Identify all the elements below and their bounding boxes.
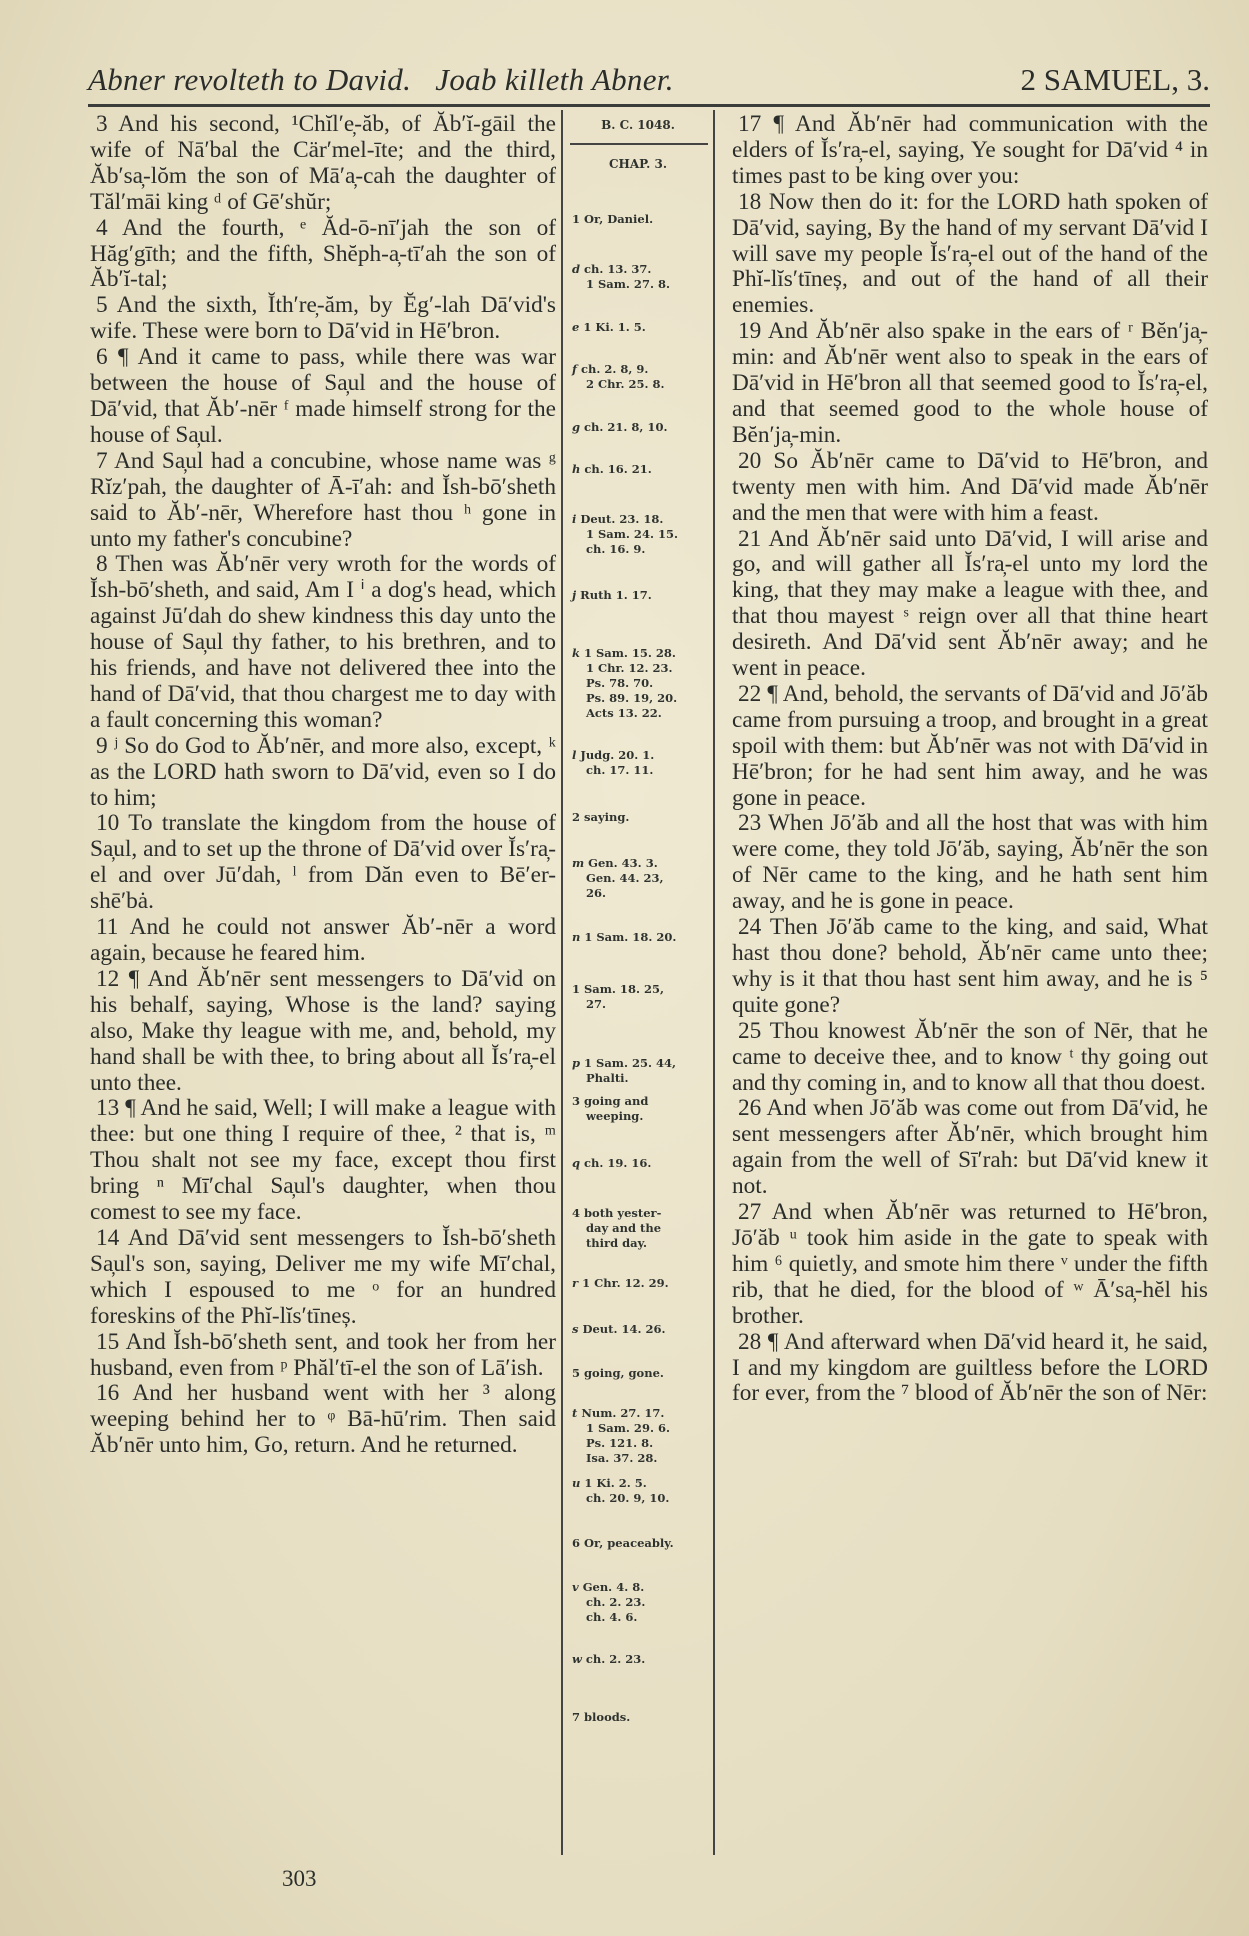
verse: 18 Now then do it: for the LORD hath spoken of Dā′vid, saying, By the hand of my servant Dā′vid I will save my people Ĭs′ra̦-el out of the hand of the Phĭ-lĭs′tīneș, and out of the hand of all their enemies. xyxy=(732,188,1208,319)
note-reference: Deut. 14. 26. xyxy=(582,1322,666,1336)
note-marker: i xyxy=(572,512,581,526)
verse: 4 And the fourth, ᵉ Ăd-ō-nī′jah the son of Hăg′gīth; and the fifth, Shĕph-a̦-tī′ah the son of Ăb′ĭ-tal; xyxy=(90,214,556,293)
note-reference: 1 Chr. 12. 29. xyxy=(582,1276,669,1290)
margin-note xyxy=(572,588,708,603)
note-reference: 1 Sam. 15. 28. xyxy=(583,646,676,660)
note-reference: day and the xyxy=(586,1221,662,1235)
note-reference: both yester- xyxy=(584,1206,662,1220)
verse: 16 And her husband went with her ³ along weeping behind her to ᵠ Bā-hū′rim. Then said Ăb′nēr unto him, Go, return. And he returned. xyxy=(90,1380,556,1459)
verse: 25 Thou knowest Ăb′nēr the son of Nēr, that he came to deceive thee, and to know ᵗ thy going out and thy coming in, and to know all that thou doest. xyxy=(732,1017,1208,1096)
margin-note xyxy=(572,982,708,1012)
note-reference: Deut. 23. 18. xyxy=(580,512,664,526)
note-marker: n xyxy=(572,930,585,944)
note-reference: Gen. 43. 3. xyxy=(588,856,658,870)
note-reference: 1 Sam. 27. 8. xyxy=(586,277,670,291)
margin-note xyxy=(572,262,708,292)
page-number: 303 xyxy=(282,1866,317,1891)
note-marker: v xyxy=(572,1580,583,1594)
verse: 19 And Ăb′nēr also spake in the ears of ʳ Bĕn′ja̦-min: and Ăb′nēr went also to speak in the ears of Dā′vid in Hē′bron all that seemed good to Ĭs′ra̦-el, and that seemed good to the whole house of Bĕn′ja̦-min. xyxy=(732,318,1208,448)
verse: 11 And he could not answer Ăb′-nēr a word again, because he feared him. xyxy=(90,914,556,966)
note-reference: third day. xyxy=(586,1236,648,1250)
note-reference: 1 Ki. 1. 5. xyxy=(583,320,646,334)
verse: 22 ¶ And, behold, the servants of Dā′vid and Jō′ăb came from pursuing a troop, and brought in a great spoil with them: but Ăb′nēr was not with Dā′vid in Hē′bron; for he had sent him away, and he was gone in peace. xyxy=(732,680,1208,811)
note-marker: j xyxy=(572,588,581,602)
page-header xyxy=(88,58,1210,102)
note-marker: p xyxy=(572,1056,585,1070)
margin-note xyxy=(572,1406,708,1466)
note-marker: g xyxy=(572,420,585,434)
note-marker: 7 xyxy=(572,1710,585,1724)
note-reference: Ps. 89. 19, 20. xyxy=(586,691,678,705)
margin-note xyxy=(572,1476,708,1506)
note-reference: Phalti. xyxy=(586,1071,629,1085)
verse: 9 ʲ So do God to Ăb′nēr, and more also, except, ᵏ as the LORD hath sworn to Dā′vid, even so I do to him; xyxy=(90,732,556,811)
verse: 26 And when Jō′ăb was come out from Dā′vid, he sent messengers after Ăb′nēr, which brought him again from the well of Sī′rah: but Dā′vid knew it not. xyxy=(732,1095,1208,1200)
note-reference: going and xyxy=(584,1094,649,1108)
note-reference: ch. 13. 37. xyxy=(584,262,652,276)
note-reference: ch. 20. 9, 10. xyxy=(586,1491,670,1505)
note-marker: s xyxy=(572,1322,583,1336)
margin-note xyxy=(572,1276,708,1291)
margin-note xyxy=(572,810,708,825)
note-reference: ch. 19. 16. xyxy=(584,1156,652,1170)
verse: 13 ¶ And he said, Well; I will make a league with thee: but one thing I require of thee, ² that is, ᵐ Thou shalt not see my face, except thou first bring ⁿ Mī′chal Sa̦ul's daughter, when thou comest to see my face. xyxy=(90,1095,556,1226)
note-reference: Acts 13. 22. xyxy=(586,706,662,720)
note-marker: l xyxy=(572,748,581,762)
note-reference: ch. 2. 23. xyxy=(586,1595,646,1609)
note-reference: ch. 21. 8, 10. xyxy=(584,420,668,434)
margin-note xyxy=(572,1710,708,1725)
note-marker: k xyxy=(572,646,584,660)
verse: 14 And Dā′vid sent messengers to Ĭsh-bō′sheth Sa̦ul's son, saying, Deliver me my wife Mī′chal, which I espoused to me ᵒ for an hundred foreskins of the Phĭ-lĭs′tīneș. xyxy=(90,1224,556,1329)
verse: 3 And his second, ¹Chĭl′e̦-ăb, of Ăb′ĭ-gāil the wife of Nā′bal the Cär′mel-īte; and the third, Ăb′sa̦-lŏm the son of Mā′a̦-cah the daughter of Tăl′māi king ᵈ of Gē′shŭr; xyxy=(90,111,556,215)
verse: 8 Then was Ăb′nēr very wroth for the words of Ĭsh-bō′sheth, and said, Am I ⁱ a dog's head, which against Jū′dah do shew kindness this day unto the house of Sa̦ul thy father, to his brethren, and to his friends, and have not delivered thee into the hand of Dā′vid, that thou chargest me to day with a fault concerning this woman? xyxy=(90,551,556,733)
verse: 24 Then Jō′ăb came to the king, and said, What hast thou done? behold, Ăb′nēr came unto thee; why is it that thou hast sent him away, and he is ⁵ quite gone? xyxy=(732,914,1208,1018)
verse: 12 ¶ And Ăb′nēr sent messengers to Dā′vid on his behalf, saying, Whose is the land? saying also, Make thy league with me, and, behold, my hand shall be with thee, to bring about all Ĭs′ra̦-el unto thee. xyxy=(90,965,556,1096)
verse: 5 And the sixth, Ĭth′re̦-ăm, by Ĕg′-lah Dā′vid's wife. These were born to Dā′vid in Hē′bron. xyxy=(90,292,556,345)
note-reference: 26. xyxy=(586,886,607,900)
margin-note xyxy=(572,1156,708,1171)
note-reference: ch. 16. 9. xyxy=(586,542,646,556)
note-reference: 2 Chr. 25. 8. xyxy=(586,377,665,391)
verse: 21 And Ăb′nēr said unto Dā′vid, I will arise and go, and will gather all Ĭs′ra̦-el unto my lord the king, that they may make a league with thee, and that thou mayest ˢ reign over all that thine heart desireth. And Dā′vid sent Ăb′nēr away; and he went in peace. xyxy=(732,525,1208,682)
note-marker: t xyxy=(572,1406,582,1420)
column-divider-right xyxy=(713,110,715,1855)
verse: 17 ¶ And Ăb′nēr had communication with the elders of Ĭs′ra̦-el, saying, Ye sought for Dā′vid ⁴ in times past to be king over you: xyxy=(732,111,1208,189)
margin-note xyxy=(572,512,708,557)
note-reference: Gen. 4. 8. xyxy=(582,1580,645,1594)
margin-note xyxy=(572,1094,708,1124)
note-reference: Or, Daniel. xyxy=(584,212,654,226)
note-marker: 2 xyxy=(572,810,585,824)
note-reference: ch. 17. 11. xyxy=(586,763,654,777)
book-chapter: 2 SAMUEL, 3. xyxy=(1020,62,1210,97)
note-reference: Ps. 78. 70. xyxy=(586,676,654,690)
verse: 23 When Jō′ăb and all the host that was with him were come, they told Jō′ăb, saying, Ăb′nēr the son of Nēr came to the king, and he hath sent him away, and he is gone in peace. xyxy=(732,810,1208,915)
note-marker: r xyxy=(572,1276,583,1290)
margin-chapter: CHAP. 3. xyxy=(608,157,668,171)
note-reference: 27. xyxy=(586,997,607,1011)
note-reference: Ps. 121. 8. xyxy=(586,1436,654,1450)
note-reference: ch. 2. 23. xyxy=(585,1652,646,1666)
running-title: Abner revolteth to David. Joab killeth Abner. xyxy=(88,62,674,97)
note-marker: e xyxy=(572,320,584,334)
header-rule xyxy=(88,104,1210,107)
center-reference-margin xyxy=(566,112,710,1724)
note-reference: ch. 4. 6. xyxy=(586,1610,638,1624)
verse: 27 And when Ăb′nēr was returned to Hē′bron, Jō′ăb ᵘ took him aside in the gate to speak with him ⁶ quietly, and smote him there ᵛ under the fifth rib, that he died, for the blood of ʷ Ā′sa̦-hĕl his brother. xyxy=(732,1199,1208,1329)
note-reference: Or, peaceably. xyxy=(584,1536,674,1550)
note-marker: 3 xyxy=(572,1094,585,1108)
verse: 7 And Sa̦ul had a concubine, whose name was ᵍ Rĭz′pah, the daughter of Ā-ī′ah: and Ĭsh-bō′sheth said to Ăb′-nēr, Wherefore hast thou ʰ gone in unto my father's concubine? xyxy=(90,447,556,552)
note-reference: 1 Chr. 12. 23. xyxy=(586,661,673,675)
note-marker: h xyxy=(572,462,585,476)
margin-note xyxy=(572,1322,708,1337)
note-marker: 5 xyxy=(572,1366,585,1380)
left-text-column xyxy=(90,112,556,1459)
margin-note xyxy=(572,1536,708,1551)
note-reference: 1 Sam. 18. 20. xyxy=(584,930,677,944)
note-marker: f xyxy=(572,362,581,376)
note-reference: saying. xyxy=(584,810,630,824)
note-reference: Num. 27. 17. xyxy=(581,1406,665,1420)
note-marker: d xyxy=(572,262,585,276)
margin-note xyxy=(572,856,708,901)
verse: 20 So Ăb′nēr came to Dā′vid to Hē′bron, and twenty men with him. And Dā′vid made Ăb′nēr and the men that were with him a feast. xyxy=(732,447,1208,526)
note-reference: Isa. 37. 28. xyxy=(586,1451,658,1465)
margin-note xyxy=(572,1206,708,1251)
margin-note xyxy=(572,420,708,435)
note-reference: Judg. 20. 1. xyxy=(580,748,655,762)
margin-note xyxy=(572,1056,708,1086)
margin-note xyxy=(572,748,708,778)
note-reference: ch. 2. 8, 9. xyxy=(580,362,649,376)
note-reference: going, gone. xyxy=(584,1366,664,1380)
note-reference: 1 Sam. 24. 15. xyxy=(586,527,678,541)
note-marker: 4 xyxy=(572,1206,585,1220)
margin-note xyxy=(572,1580,708,1625)
margin-note xyxy=(572,1652,708,1667)
column-divider-left xyxy=(561,110,563,1855)
margin-note xyxy=(572,212,708,227)
margin-rule xyxy=(570,143,708,145)
note-reference: 1 Ki. 2. 5. xyxy=(584,1476,647,1490)
note-reference: 1 Sam. 18. 25, xyxy=(572,982,664,996)
note-reference: Gen. 44. 23, xyxy=(586,871,664,885)
note-marker: 6 xyxy=(572,1536,585,1550)
margin-note xyxy=(572,930,708,945)
note-marker: 1 xyxy=(572,212,585,226)
margin-date: B. C. 1048. xyxy=(601,118,675,132)
note-reference: 1 Sam. 29. 6. xyxy=(586,1421,670,1435)
margin-note xyxy=(572,462,708,477)
note-reference: bloods. xyxy=(584,1710,631,1724)
margin-note xyxy=(572,646,708,721)
verse: 28 ¶ And afterward when Dā′vid heard it, he said, I and my kingdom are guiltless before the LORD for ever, from the ⁷ blood of Ăb′nēr the son of Nēr: xyxy=(732,1328,1208,1407)
right-text-column xyxy=(732,112,1208,1407)
note-marker: q xyxy=(572,1156,585,1170)
margin-note xyxy=(572,362,708,392)
note-marker: m xyxy=(572,856,589,870)
margin-note xyxy=(572,320,708,335)
note-marker: u xyxy=(572,1476,585,1490)
note-reference: Ruth 1. 17. xyxy=(580,588,652,602)
margin-note xyxy=(572,1366,708,1381)
verse: 6 ¶ And it came to pass, while there was war between the house of Sa̦ul and the house of Dā′vid, that Ăb′-nēr ᶠ made himself strong for the house of Sa̦ul. xyxy=(90,344,556,448)
verse: 10 To translate the kingdom from the house of Sa̦ul, and to set up the throne of Dā′vid over Ĭs′ra̦-el and over Jū′dah, ˡ from Dăn even to Bē′er-shē′bȧ. xyxy=(90,810,556,915)
verse: 15 And Ĭsh-bō′sheth sent, and took her from her husband, even from ᵖ Phăl′tī-el the son of Lā′ish. xyxy=(90,1328,556,1381)
note-reference: weeping. xyxy=(586,1109,644,1123)
note-reference: 1 Sam. 25. 44, xyxy=(584,1056,677,1070)
note-marker: w xyxy=(572,1652,586,1666)
note-reference: ch. 16. 21. xyxy=(584,462,652,476)
